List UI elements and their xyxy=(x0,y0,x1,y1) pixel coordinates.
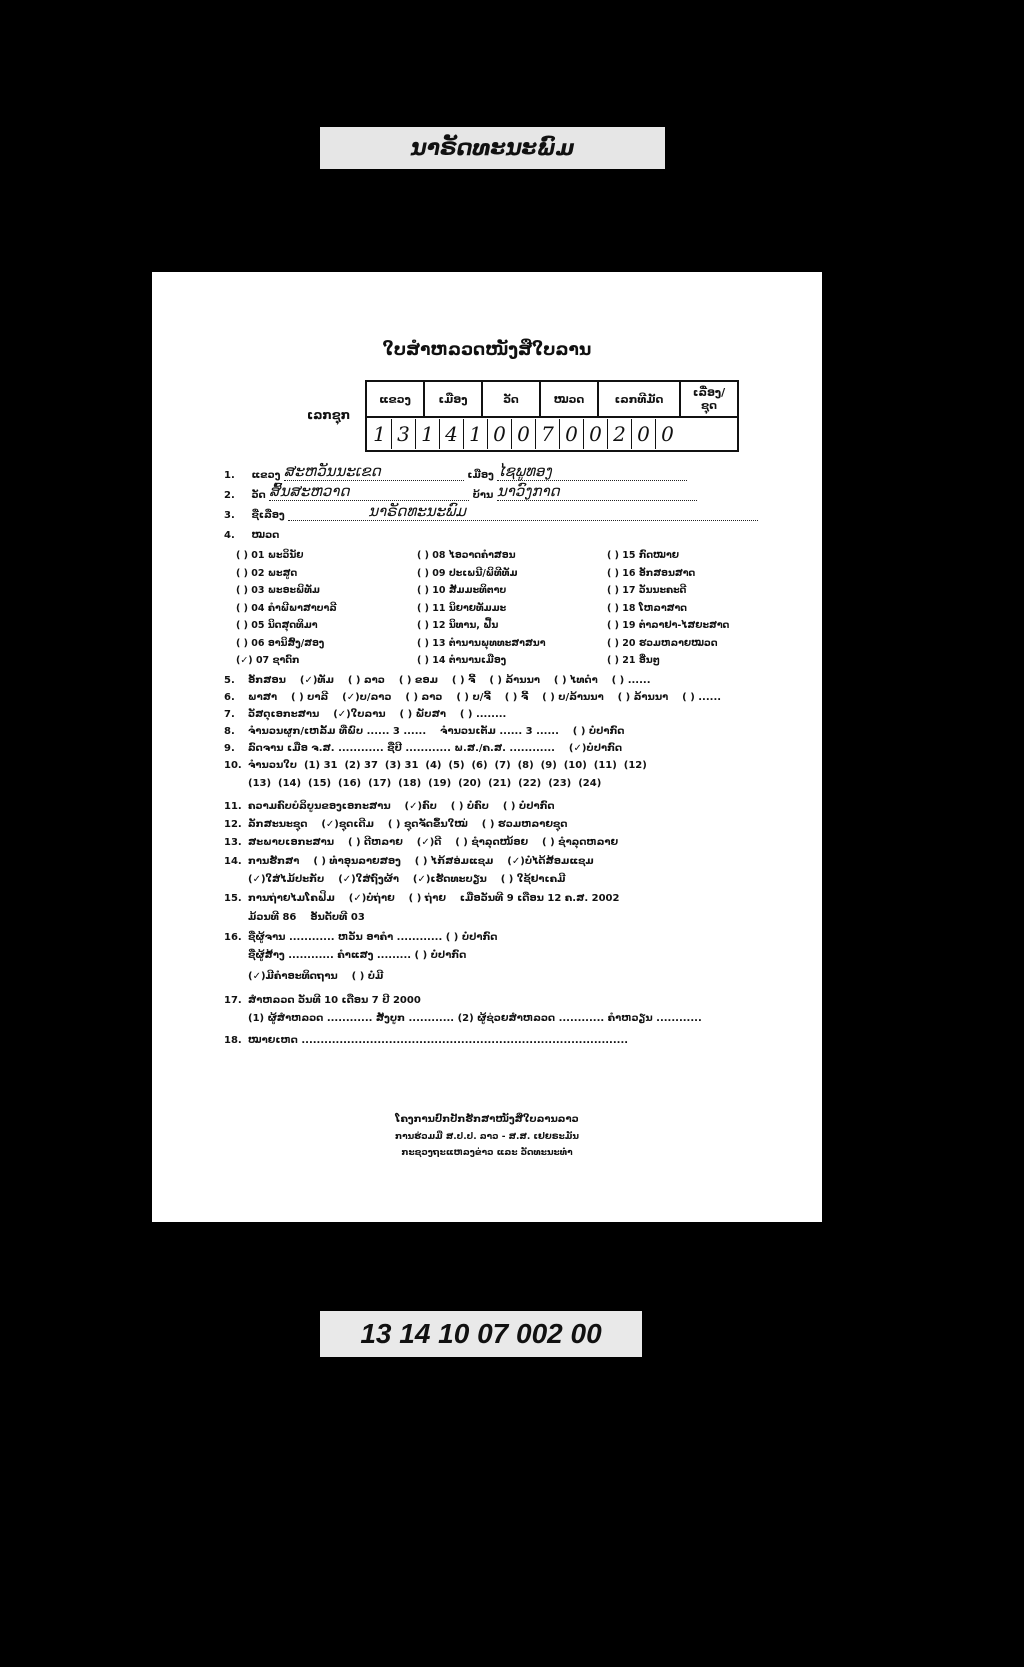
form-row xyxy=(224,1013,702,1024)
code-digit: 4 xyxy=(440,419,464,449)
row-text: ວັສດຸເອກະສານ (✓)ໃບລານ ( ) ພັບສາ ( ) ........ xyxy=(248,709,507,720)
form-row xyxy=(224,778,601,789)
category-option: ( ) 02 ພະສູດ xyxy=(236,567,298,579)
row-text: (13) (14) (15) (16) (17) (18) (19) (20) (21) (22) (23) (24) xyxy=(248,778,602,789)
category-option: ( ) 12 ນິທານ, ຟື້ນ xyxy=(417,620,499,631)
field-label: ໝວດ xyxy=(251,530,280,541)
form-row xyxy=(224,743,622,754)
category-option: (✓) 07 ຊາດົກ xyxy=(236,655,300,666)
manuscript-title-label: ນາຣັດທະນະພົມ xyxy=(320,127,665,169)
category-option: ( ) 18 ໂຫລາສາດ xyxy=(607,602,687,614)
row-text: ການຖ່າຍໄມໂຄຟິມ (✓)ບໍ່ຖ່າຍ ( ) ຖ່າຍ ເມື່ອວັນທີ 9 ເດືອນ 12 ຄ.ສ. 2002 xyxy=(248,893,620,904)
field-number: 4. xyxy=(224,530,235,541)
code-header-district: ເມືອງ xyxy=(424,381,482,417)
row-text: (✓)ມີຄຳອະທິດຖານ ( ) ບໍ່ມີ xyxy=(248,971,384,982)
code-table xyxy=(365,380,739,452)
row-text: ສະພາບເອກະສານ ( ) ດີຫລາຍ (✓)ດີ ( ) ຊຳລຸດໜ້ອຍ ( ) ຊຳລຸດຫລາຍ xyxy=(248,837,619,848)
province-value: ສະຫວັນນະເຂດ xyxy=(283,462,381,480)
field-number: 8. xyxy=(224,726,235,737)
row-text: (✓)ໃສ່ໄມ້ປະກັບ (✓)ໃສ່ຖົງຜ້າ (✓)ເຮັດທະບຽນ ( ) ໃຊ້ຢາເຄມີ xyxy=(248,874,566,885)
field-label: ແຂວງ xyxy=(251,470,281,481)
field-number: 6. xyxy=(224,692,235,703)
row-text: ອັກສອນ (✓)ທັມ ( ) ລາວ ( ) ຂອມ ( ) ຈີ້ ( ) ລ້ານນາ ( ) ໄທດຳ ( ) ...... xyxy=(248,675,651,686)
code-digit: 7 xyxy=(536,419,560,449)
field-label: ວັດ xyxy=(251,490,266,501)
field-number: 13. xyxy=(224,837,242,848)
row-text: ມ້ວນທີ 86 ອັນດັບທີ 03 xyxy=(248,912,365,923)
category-option: ( ) 05 ນິດສຸດທິມາ xyxy=(236,620,318,631)
form-row xyxy=(224,726,625,737)
field-number: 9. xyxy=(224,743,235,754)
row-text: ຈຳນວນຜູກ/ເຫລັ້ມ ທີ່ພົບ ...... 3 ...... ຈຳນວນເຕັມ ...... 3 ...... ( ) ບໍ່ປາກົດ xyxy=(248,726,625,737)
bottom-code-label: 13 14 10 07 002 00 xyxy=(320,1311,642,1357)
code-label: ເລກຊຸກ xyxy=(307,408,351,422)
field-label: ຊື່ເລື່ອງ xyxy=(251,510,285,521)
code-digit: 1 xyxy=(464,419,488,449)
category-option: ( ) 08 ໄອວາດຄຳສອນ xyxy=(417,550,516,561)
row-text: (1) ຜູ້ສຳຫລວດ ............ ສັງບູກ ............ (2) ຜູ້ຊ່ວຍສຳຫລວດ ............ ຄຳຫວຽນ ............ xyxy=(248,1013,702,1024)
category-option: ( ) 15 ກົດໝາຍ xyxy=(607,550,680,561)
code-digit: 0 xyxy=(632,419,656,449)
code-digit: 0 xyxy=(512,419,536,449)
field-number: 11. xyxy=(224,801,242,812)
category-option: ( ) 03 ພະອະພິທັມ xyxy=(236,585,320,596)
field-number: 1. xyxy=(224,470,235,481)
footer-line-1: ໂຄງການປົກປັກຮັກສາໜັງສືໃບລານລາວ xyxy=(395,1114,579,1125)
form-row xyxy=(224,837,618,848)
field-number: 18. xyxy=(224,1035,242,1046)
footer-line-3: ກະຊວງຖະແຫລງຂ່າວ ແລະ ວັດທະນະທຳ xyxy=(401,1148,573,1158)
category-option: ( ) 09 ປະເພນີ/ພິທີທັມ xyxy=(417,567,518,579)
code-header-category: ໝວດ xyxy=(540,381,598,417)
code-digit: 1 xyxy=(368,419,392,449)
code-header-bundle-number: ເລກທີມັດ xyxy=(598,381,680,417)
form-row xyxy=(224,912,365,923)
footer-line-2: ການຮ່ວມມື ສ.ປ.ປ. ລາວ - ສ.ສ. ເຢຍຣະມັນ xyxy=(395,1132,579,1142)
code-digit: 2 xyxy=(608,419,632,449)
row-text: ຈຳນວນໃບ (1) 31 (2) 37 (3) 31 (4) (5) (6) (7) (8) (9) (10) (11) (12) xyxy=(248,760,647,771)
title-value: ນາຣັດທະນະພົມ xyxy=(368,502,466,520)
category-option: ( ) 14 ຕຳນານເມືອງ xyxy=(417,655,507,666)
form-row xyxy=(224,1035,628,1046)
field-number: 15. xyxy=(224,893,242,904)
category-option: ( ) 16 ອັກສອນສາດ xyxy=(607,567,696,579)
category-option: ( ) 06 ອານິສົງ/ສອງ xyxy=(236,637,325,649)
category-option: ( ) 21 ອື່ນໆ xyxy=(607,655,660,666)
field-label: ບ້ານ xyxy=(472,490,494,501)
form-row xyxy=(224,819,567,830)
row-text: ໝາຍເຫດ ...................................................................................... xyxy=(248,1035,629,1046)
category-option: ( ) 19 ຕຳລາຢາ-ໄສຍະສາດ xyxy=(607,620,730,631)
field-number: 10. xyxy=(224,760,242,771)
form-row xyxy=(224,971,383,982)
field-number: 3. xyxy=(224,510,235,521)
code-header-province: ແຂວງ xyxy=(366,381,424,417)
field-title-row xyxy=(224,502,758,521)
row-text: ພາສາ ( ) ບາລີ (✓)ບ/ລາວ ( ) ລາວ ( ) ບ/ຈີ້ ( ) ຈີ້ ( ) ບ/ລ້ານນາ ( ) ລ້ານນາ ( ) ...... xyxy=(248,692,722,703)
row-text: ການຮັກສາ ( ) ທຳອຸນລາຍສອງ ( ) ໄກ້ສອ່ມແຊມ (✓)ບໍ່ໄດ້ສ້ອມແຊມ xyxy=(248,856,594,867)
code-header-title-set: ເລື່ອງ/ຊຸດ xyxy=(680,381,738,417)
form-row xyxy=(224,950,466,961)
code-digit: 0 xyxy=(584,419,608,449)
form-row xyxy=(224,856,594,867)
form-row xyxy=(224,692,721,703)
row-text: ຊື່ຜູ້ສ້າງ ............ ຄໍາແສງ ......... ( ) ບໍ່ປາກົດ xyxy=(248,950,467,961)
row-text: ລົດຈານ ເມື່ອ ຈ.ສ. ............ ຊື່ປີ ............ ພ.ສ./ຄ.ສ. ............ (✓)ບໍ່ປາກົດ xyxy=(248,743,623,754)
field-number: 2. xyxy=(224,490,235,501)
field-temple-row xyxy=(224,482,697,501)
field-number: 5. xyxy=(224,675,235,686)
category-option: ( ) 10 ສັມມະທິຕາບ xyxy=(417,585,507,596)
row-text: ຄວາມຄົບບໍລິບູນຂອງເອກະສານ (✓)ຄົບ ( ) ບໍ່ຄົບ ( ) ບໍ່ປາກົດ xyxy=(248,801,555,812)
category-option: ( ) 17 ວັນນະຄະດີ xyxy=(607,585,687,596)
category-option: ( ) 13 ຕຳນານພຸທທະສາສນາ xyxy=(417,637,546,649)
category-option: ( ) 04 ຄຳພີພາສາບາລີ xyxy=(236,602,337,614)
category-option: ( ) 11 ນິຍາຍທັມມະ xyxy=(417,602,507,614)
code-digits-row xyxy=(366,417,738,451)
row-text: ລັກສະນະຊຸດ (✓)ຊຸດເດີມ ( ) ຊຸດຈັດຂຶ້ນໃໝ່ ( ) ຮວມຫລາຍຊຸດ xyxy=(248,819,568,830)
code-header-temple: ວັດ xyxy=(482,381,540,417)
survey-form-sheet xyxy=(152,272,822,1222)
form-row xyxy=(224,893,619,904)
row-text: ສຳຫລວດ ວັນທີ 10 ເດືອນ 7 ປີ 2000 xyxy=(248,995,421,1006)
form-row xyxy=(224,874,566,885)
form-title: ໃບສຳຫລວດໜັງສືໃບລານ xyxy=(382,340,592,360)
code-digit: 0 xyxy=(560,419,584,449)
field-number: 7. xyxy=(224,709,235,720)
code-digit: 0 xyxy=(488,419,512,449)
category-option: ( ) 20 ຮວມຫລາຍໝວດ xyxy=(607,637,718,649)
field-category-row xyxy=(224,530,279,541)
field-province-row xyxy=(224,462,687,481)
form-row xyxy=(224,932,497,943)
field-number: 16. xyxy=(224,932,242,943)
temple-value: ສົ້ນສະຫວາດ xyxy=(269,482,350,500)
category-option: ( ) 01 ພະວິນັຍ xyxy=(236,550,304,561)
code-digit: 3 xyxy=(392,419,416,449)
code-digit: 0 xyxy=(661,422,674,446)
village-value: ນາວົງກາດ xyxy=(496,482,560,500)
field-number: 12. xyxy=(224,819,242,830)
code-digit: 1 xyxy=(416,419,440,449)
form-row xyxy=(224,801,555,812)
field-number: 14. xyxy=(224,856,242,867)
district-value: ໄຊພູທອງ xyxy=(497,462,552,480)
form-row xyxy=(224,760,647,771)
form-row xyxy=(224,995,421,1006)
field-number: 17. xyxy=(224,995,242,1006)
form-row xyxy=(224,709,506,720)
row-text: ຊື່ຜູ້ຈານ ............ ຫວັນ ອາຄຳ ............ ( ) ບໍ່ປາກົດ xyxy=(248,932,498,943)
field-label: ເມືອງ xyxy=(467,470,494,481)
form-row xyxy=(224,675,651,686)
